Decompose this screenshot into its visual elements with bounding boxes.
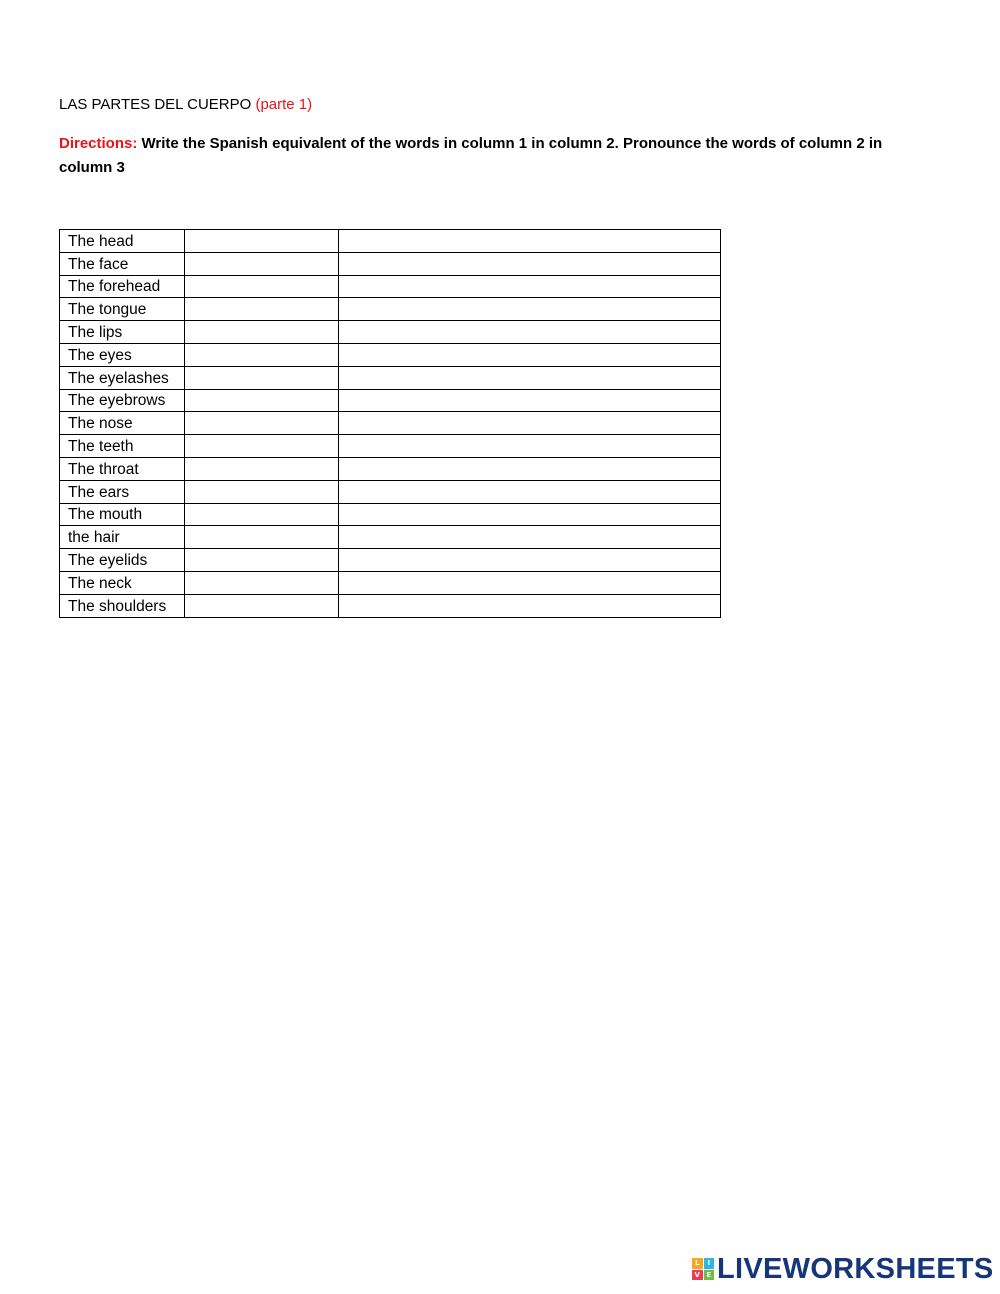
english-word-cell: The neck: [60, 571, 185, 594]
pronunciation-cell[interactable]: [339, 571, 721, 594]
pronunciation-cell[interactable]: [339, 503, 721, 526]
spanish-answer-cell[interactable]: [185, 412, 339, 435]
spanish-answer-cell[interactable]: [185, 594, 339, 617]
table-row: [60, 503, 721, 526]
english-word-cell: The tongue: [60, 298, 185, 321]
spanish-answer-input[interactable]: [193, 322, 338, 342]
spanish-answer-cell[interactable]: [185, 435, 339, 458]
english-word-cell: The teeth: [60, 435, 185, 458]
spanish-answer-input[interactable]: [193, 482, 338, 502]
title-part: (parte 1): [255, 96, 313, 113]
english-word-cell: The lips: [60, 321, 185, 344]
spanish-answer-input[interactable]: [193, 391, 338, 411]
table-row: [60, 230, 721, 253]
pronunciation-cell[interactable]: [339, 594, 721, 617]
spanish-answer-cell[interactable]: [185, 571, 339, 594]
pronunciation-cell[interactable]: [339, 526, 721, 549]
spanish-answer-input[interactable]: [193, 573, 338, 593]
spanish-answer-input[interactable]: [193, 505, 338, 525]
spanish-answer-cell[interactable]: [185, 526, 339, 549]
logo-letter-e: E: [704, 1270, 715, 1281]
logo-letter-l: L: [692, 1258, 703, 1269]
english-word-cell: The face: [60, 252, 185, 275]
english-word-cell: The eyebrows: [60, 389, 185, 412]
pronunciation-cell[interactable]: [339, 412, 721, 435]
table-row: [60, 252, 721, 275]
title-main: LAS PARTES DEL CUERPO: [59, 96, 256, 113]
spanish-answer-input[interactable]: [193, 414, 338, 434]
pronunciation-cell[interactable]: [339, 480, 721, 503]
english-word-cell: The nose: [60, 412, 185, 435]
spanish-answer-cell[interactable]: [185, 321, 339, 344]
spanish-answer-cell[interactable]: [185, 366, 339, 389]
table-row: [60, 480, 721, 503]
spanish-answer-input[interactable]: [193, 528, 338, 548]
english-word-cell: The throat: [60, 457, 185, 480]
table-row: [60, 321, 721, 344]
spanish-answer-input[interactable]: [193, 231, 338, 251]
english-word-cell: The eyes: [60, 343, 185, 366]
table-row: [60, 594, 721, 617]
table-row: [60, 526, 721, 549]
spanish-answer-input[interactable]: [193, 368, 338, 388]
spanish-answer-cell[interactable]: [185, 275, 339, 298]
pronunciation-cell[interactable]: [339, 252, 721, 275]
english-word-cell: The forehead: [60, 275, 185, 298]
table-row: [60, 571, 721, 594]
spanish-answer-input[interactable]: [193, 254, 338, 274]
spanish-answer-cell[interactable]: [185, 343, 339, 366]
spanish-answer-cell[interactable]: [185, 252, 339, 275]
spanish-answer-input[interactable]: [193, 277, 338, 297]
pronunciation-cell[interactable]: [339, 389, 721, 412]
spanish-answer-cell[interactable]: [185, 480, 339, 503]
pronunciation-cell[interactable]: [339, 275, 721, 298]
page-title: [59, 96, 312, 113]
table-row: [60, 298, 721, 321]
english-word-cell: The shoulders: [60, 594, 185, 617]
table-row: [60, 457, 721, 480]
pronunciation-cell[interactable]: [339, 343, 721, 366]
table-row: [60, 549, 721, 572]
table-row: [60, 275, 721, 298]
spanish-answer-cell[interactable]: [185, 549, 339, 572]
english-word-cell: The mouth: [60, 503, 185, 526]
pronunciation-cell[interactable]: [339, 366, 721, 389]
pronunciation-cell[interactable]: [339, 457, 721, 480]
spanish-answer-cell[interactable]: [185, 457, 339, 480]
english-word-cell: The eyelashes: [60, 366, 185, 389]
spanish-answer-cell[interactable]: [185, 298, 339, 321]
table-row: [60, 343, 721, 366]
logo-letter-v: V: [692, 1270, 703, 1281]
pronunciation-cell[interactable]: [339, 549, 721, 572]
table-row: [60, 412, 721, 435]
directions-label: Directions:: [59, 135, 138, 152]
english-word-cell: The ears: [60, 480, 185, 503]
brand-name: LIVEWORKSHEETS: [717, 1252, 994, 1285]
spanish-answer-cell[interactable]: [185, 230, 339, 253]
vocabulary-table: [59, 229, 721, 618]
pronunciation-cell[interactable]: [339, 321, 721, 344]
table-row: [60, 366, 721, 389]
spanish-answer-input[interactable]: [193, 300, 338, 320]
spanish-answer-input[interactable]: [193, 459, 338, 479]
pronunciation-cell[interactable]: [339, 298, 721, 321]
directions: [59, 132, 939, 180]
pronunciation-cell[interactable]: [339, 230, 721, 253]
spanish-answer-cell[interactable]: [185, 389, 339, 412]
spanish-answer-input[interactable]: [193, 436, 338, 456]
spanish-answer-input[interactable]: [193, 550, 338, 570]
english-word-cell: The head: [60, 230, 185, 253]
english-word-cell: the hair: [60, 526, 185, 549]
logo-letter-i: I: [704, 1258, 715, 1269]
pronunciation-cell[interactable]: [339, 435, 721, 458]
directions-text: Write the Spanish equivalent of the words in column 1 in column 2. Pronounce the words of column 2 in column 3: [59, 135, 883, 176]
english-word-cell: The eyelids: [60, 549, 185, 572]
spanish-answer-cell[interactable]: [185, 503, 339, 526]
table-row: [60, 389, 721, 412]
spanish-answer-input[interactable]: [193, 596, 338, 616]
liveworksheets-logo: [692, 1252, 994, 1285]
spanish-answer-input[interactable]: [193, 345, 338, 365]
table-row: [60, 435, 721, 458]
liveworksheets-icon: [692, 1258, 714, 1280]
